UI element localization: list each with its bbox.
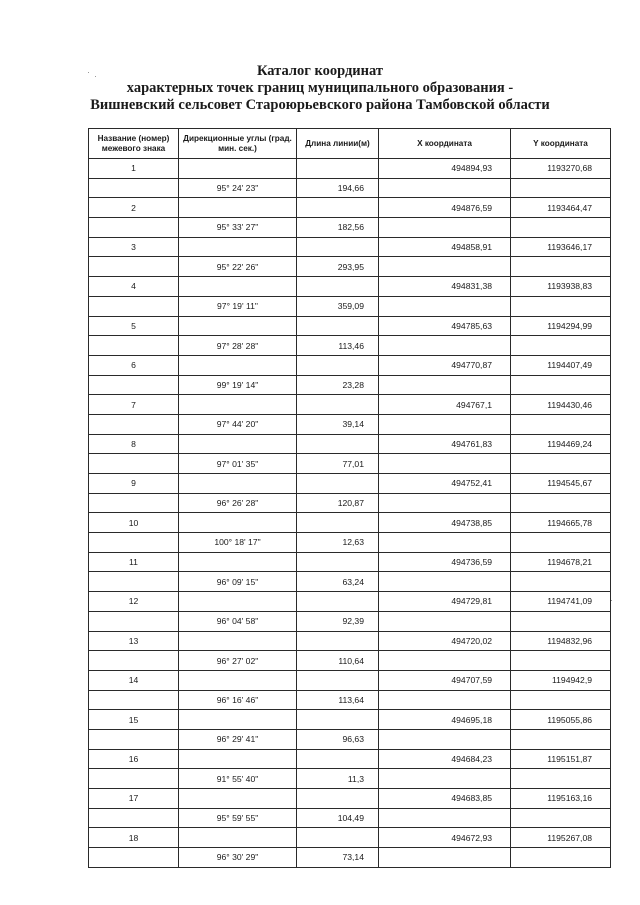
empty-cell	[179, 395, 297, 415]
empty-cell	[379, 808, 511, 828]
empty-cell	[89, 493, 179, 513]
empty-cell	[297, 828, 379, 848]
empty-cell	[89, 651, 179, 671]
point-name: 10	[89, 513, 179, 533]
segment-row	[89, 572, 611, 592]
empty-cell	[379, 848, 511, 868]
point-name: 2	[89, 198, 179, 218]
empty-cell	[511, 454, 611, 474]
segment-row	[89, 651, 611, 671]
segment-angle: 95° 22' 26"	[179, 257, 297, 277]
segment-angle: 96° 09' 15"	[179, 572, 297, 592]
point-row	[89, 592, 611, 612]
segment-length: 73,14	[297, 848, 379, 868]
point-y: 1193938,83	[511, 277, 611, 297]
segment-length: 23,28	[297, 375, 379, 395]
point-x: 494831,38	[379, 277, 511, 297]
segment-row	[89, 729, 611, 749]
point-name: 11	[89, 552, 179, 572]
empty-cell	[511, 769, 611, 789]
point-x: 494684,23	[379, 749, 511, 769]
empty-cell	[379, 375, 511, 395]
scan-speck	[95, 76, 96, 77]
empty-cell	[179, 670, 297, 690]
segment-length: 359,09	[297, 296, 379, 316]
title-line-2: характерных точек границ муниципального образования -	[126, 80, 514, 96]
segment-angle: 97° 28' 28"	[179, 336, 297, 356]
segment-row	[89, 375, 611, 395]
empty-cell	[89, 218, 179, 238]
segment-length: 194,66	[297, 178, 379, 198]
empty-cell	[379, 218, 511, 238]
empty-cell	[179, 237, 297, 257]
empty-cell	[179, 592, 297, 612]
empty-cell	[89, 178, 179, 198]
point-row	[89, 552, 611, 572]
point-x: 494785,63	[379, 316, 511, 336]
point-x: 494767,1	[379, 395, 511, 415]
scan-speck	[88, 72, 89, 73]
segment-length: 77,01	[297, 454, 379, 474]
empty-cell	[511, 296, 611, 316]
point-y: 1195267,08	[511, 828, 611, 848]
point-row	[89, 749, 611, 769]
empty-cell	[297, 592, 379, 612]
empty-cell	[511, 375, 611, 395]
point-x: 494752,41	[379, 474, 511, 494]
point-y: 1194678,21	[511, 552, 611, 572]
empty-cell	[511, 218, 611, 238]
empty-cell	[297, 631, 379, 651]
empty-cell	[511, 533, 611, 553]
document-title	[0, 63, 640, 114]
empty-cell	[379, 769, 511, 789]
point-name: 7	[89, 395, 179, 415]
point-y: 1195055,86	[511, 710, 611, 730]
empty-cell	[511, 257, 611, 277]
segment-length: 113,46	[297, 336, 379, 356]
empty-cell	[511, 414, 611, 434]
empty-cell	[297, 237, 379, 257]
table-header-row	[89, 129, 611, 159]
point-name: 9	[89, 474, 179, 494]
empty-cell	[89, 690, 179, 710]
segment-length: 63,24	[297, 572, 379, 592]
empty-cell	[379, 336, 511, 356]
empty-cell	[89, 414, 179, 434]
segment-row	[89, 218, 611, 238]
segment-angle: 100° 18' 17"	[179, 533, 297, 553]
empty-cell	[379, 414, 511, 434]
empty-cell	[179, 749, 297, 769]
segment-angle: 96° 27' 02"	[179, 651, 297, 671]
header-x: X координата	[379, 129, 511, 159]
empty-cell	[379, 533, 511, 553]
segment-length: 120,87	[297, 493, 379, 513]
empty-cell	[297, 474, 379, 494]
empty-cell	[379, 572, 511, 592]
empty-cell	[89, 729, 179, 749]
point-x: 494876,59	[379, 198, 511, 218]
point-x: 494695,18	[379, 710, 511, 730]
empty-cell	[179, 552, 297, 572]
empty-cell	[297, 513, 379, 533]
empty-cell	[89, 808, 179, 828]
segment-angle: 91° 55' 40"	[179, 769, 297, 789]
empty-cell	[297, 789, 379, 809]
point-y: 1193646,17	[511, 237, 611, 257]
point-x: 494672,93	[379, 828, 511, 848]
header-y: Y координата	[511, 129, 611, 159]
point-row	[89, 198, 611, 218]
segment-length: 11,3	[297, 769, 379, 789]
empty-cell	[511, 336, 611, 356]
point-row	[89, 513, 611, 533]
empty-cell	[297, 277, 379, 297]
point-x: 494770,87	[379, 355, 511, 375]
point-y: 1195151,87	[511, 749, 611, 769]
header-name: Название (номер) межевого знака	[89, 129, 179, 159]
empty-cell	[297, 670, 379, 690]
segment-angle: 97° 01' 35"	[179, 454, 297, 474]
segment-angle: 97° 19' 11"	[179, 296, 297, 316]
point-row	[89, 316, 611, 336]
empty-cell	[89, 454, 179, 474]
segment-length: 96,63	[297, 729, 379, 749]
point-name: 15	[89, 710, 179, 730]
empty-cell	[89, 769, 179, 789]
segment-row	[89, 454, 611, 474]
segment-row	[89, 296, 611, 316]
segment-length: 293,95	[297, 257, 379, 277]
point-row	[89, 159, 611, 179]
empty-cell	[179, 710, 297, 730]
point-y: 1194545,67	[511, 474, 611, 494]
empty-cell	[379, 257, 511, 277]
point-name: 6	[89, 355, 179, 375]
empty-cell	[297, 198, 379, 218]
segment-length: 12,63	[297, 533, 379, 553]
empty-cell	[511, 848, 611, 868]
segment-row	[89, 611, 611, 631]
segment-angle: 96° 30' 29"	[179, 848, 297, 868]
empty-cell	[179, 789, 297, 809]
point-y: 1193464,47	[511, 198, 611, 218]
empty-cell	[89, 848, 179, 868]
segment-row	[89, 533, 611, 553]
point-x: 494894,93	[379, 159, 511, 179]
point-name: 12	[89, 592, 179, 612]
segment-length: 39,14	[297, 414, 379, 434]
empty-cell	[179, 474, 297, 494]
empty-cell	[379, 454, 511, 474]
segment-angle: 95° 59' 55"	[179, 808, 297, 828]
empty-cell	[379, 651, 511, 671]
point-y: 1194942,9	[511, 670, 611, 690]
segment-angle: 96° 26' 28"	[179, 493, 297, 513]
title-line-1: Каталог координат	[256, 63, 384, 79]
point-row	[89, 355, 611, 375]
point-x: 494720,02	[379, 631, 511, 651]
segment-length: 92,39	[297, 611, 379, 631]
segment-row	[89, 336, 611, 356]
title-line-3: Вишневский сельсовет Староюрьевского района Тамбовской области	[90, 97, 550, 113]
empty-cell	[297, 159, 379, 179]
empty-cell	[89, 336, 179, 356]
header-length: Длина линии(м)	[297, 129, 379, 159]
point-row	[89, 631, 611, 651]
point-y: 1194832,96	[511, 631, 611, 651]
point-y: 1194430,46	[511, 395, 611, 415]
segment-angle: 95° 24' 23"	[179, 178, 297, 198]
empty-cell	[179, 631, 297, 651]
empty-cell	[511, 808, 611, 828]
empty-cell	[297, 710, 379, 730]
empty-cell	[511, 651, 611, 671]
empty-cell	[297, 395, 379, 415]
empty-cell	[179, 513, 297, 533]
point-x: 494858,91	[379, 237, 511, 257]
point-name: 18	[89, 828, 179, 848]
point-name: 4	[89, 277, 179, 297]
header-angle: Дирекционные углы (град. мин. сек.)	[179, 129, 297, 159]
empty-cell	[89, 572, 179, 592]
segment-row	[89, 257, 611, 277]
segment-angle: 99° 19' 14"	[179, 375, 297, 395]
coordinates-table	[88, 128, 611, 868]
point-row	[89, 828, 611, 848]
point-x: 494683,85	[379, 789, 511, 809]
segment-row	[89, 414, 611, 434]
segment-angle: 97° 44' 20"	[179, 414, 297, 434]
segment-length: 182,56	[297, 218, 379, 238]
empty-cell	[89, 296, 179, 316]
point-row	[89, 789, 611, 809]
empty-cell	[89, 257, 179, 277]
point-y: 1194665,78	[511, 513, 611, 533]
segment-angle: 96° 29' 41"	[179, 729, 297, 749]
segment-length: 104,49	[297, 808, 379, 828]
point-name: 5	[89, 316, 179, 336]
point-x: 494736,59	[379, 552, 511, 572]
empty-cell	[179, 828, 297, 848]
empty-cell	[297, 316, 379, 336]
point-row	[89, 395, 611, 415]
segment-angle: 96° 16' 46"	[179, 690, 297, 710]
table-body	[89, 159, 611, 868]
empty-cell	[179, 355, 297, 375]
point-x: 494738,85	[379, 513, 511, 533]
point-y: 1194294,99	[511, 316, 611, 336]
empty-cell	[511, 572, 611, 592]
segment-length: 110,64	[297, 651, 379, 671]
point-name: 14	[89, 670, 179, 690]
point-name: 3	[89, 237, 179, 257]
empty-cell	[89, 533, 179, 553]
point-name: 1	[89, 159, 179, 179]
empty-cell	[297, 434, 379, 454]
empty-cell	[379, 690, 511, 710]
point-row	[89, 670, 611, 690]
empty-cell	[379, 611, 511, 631]
empty-cell	[297, 552, 379, 572]
segment-length: 113,64	[297, 690, 379, 710]
segment-angle: 96° 04' 58"	[179, 611, 297, 631]
point-row	[89, 710, 611, 730]
empty-cell	[511, 690, 611, 710]
empty-cell	[179, 159, 297, 179]
empty-cell	[511, 611, 611, 631]
segment-row	[89, 493, 611, 513]
point-row	[89, 434, 611, 454]
point-row	[89, 277, 611, 297]
empty-cell	[297, 355, 379, 375]
empty-cell	[511, 178, 611, 198]
empty-cell	[511, 493, 611, 513]
segment-row	[89, 178, 611, 198]
empty-cell	[179, 198, 297, 218]
empty-cell	[297, 749, 379, 769]
empty-cell	[179, 277, 297, 297]
point-name: 17	[89, 789, 179, 809]
empty-cell	[511, 729, 611, 749]
point-row	[89, 237, 611, 257]
point-name: 8	[89, 434, 179, 454]
segment-row	[89, 769, 611, 789]
point-row	[89, 474, 611, 494]
empty-cell	[379, 296, 511, 316]
point-x: 494761,83	[379, 434, 511, 454]
empty-cell	[89, 611, 179, 631]
empty-cell	[379, 729, 511, 749]
segment-row	[89, 690, 611, 710]
empty-cell	[89, 375, 179, 395]
point-x: 494729,81	[379, 592, 511, 612]
point-y: 1194741,09	[511, 592, 611, 612]
point-x: 494707,59	[379, 670, 511, 690]
segment-angle: 95° 33' 27"	[179, 218, 297, 238]
point-name: 16	[89, 749, 179, 769]
empty-cell	[379, 178, 511, 198]
point-y: 1193270,68	[511, 159, 611, 179]
segment-row	[89, 808, 611, 828]
segment-row	[89, 848, 611, 868]
scan-speck	[611, 600, 612, 601]
point-y: 1195163,16	[511, 789, 611, 809]
point-name: 13	[89, 631, 179, 651]
empty-cell	[179, 316, 297, 336]
point-y: 1194469,24	[511, 434, 611, 454]
point-y: 1194407,49	[511, 355, 611, 375]
empty-cell	[379, 493, 511, 513]
empty-cell	[179, 434, 297, 454]
